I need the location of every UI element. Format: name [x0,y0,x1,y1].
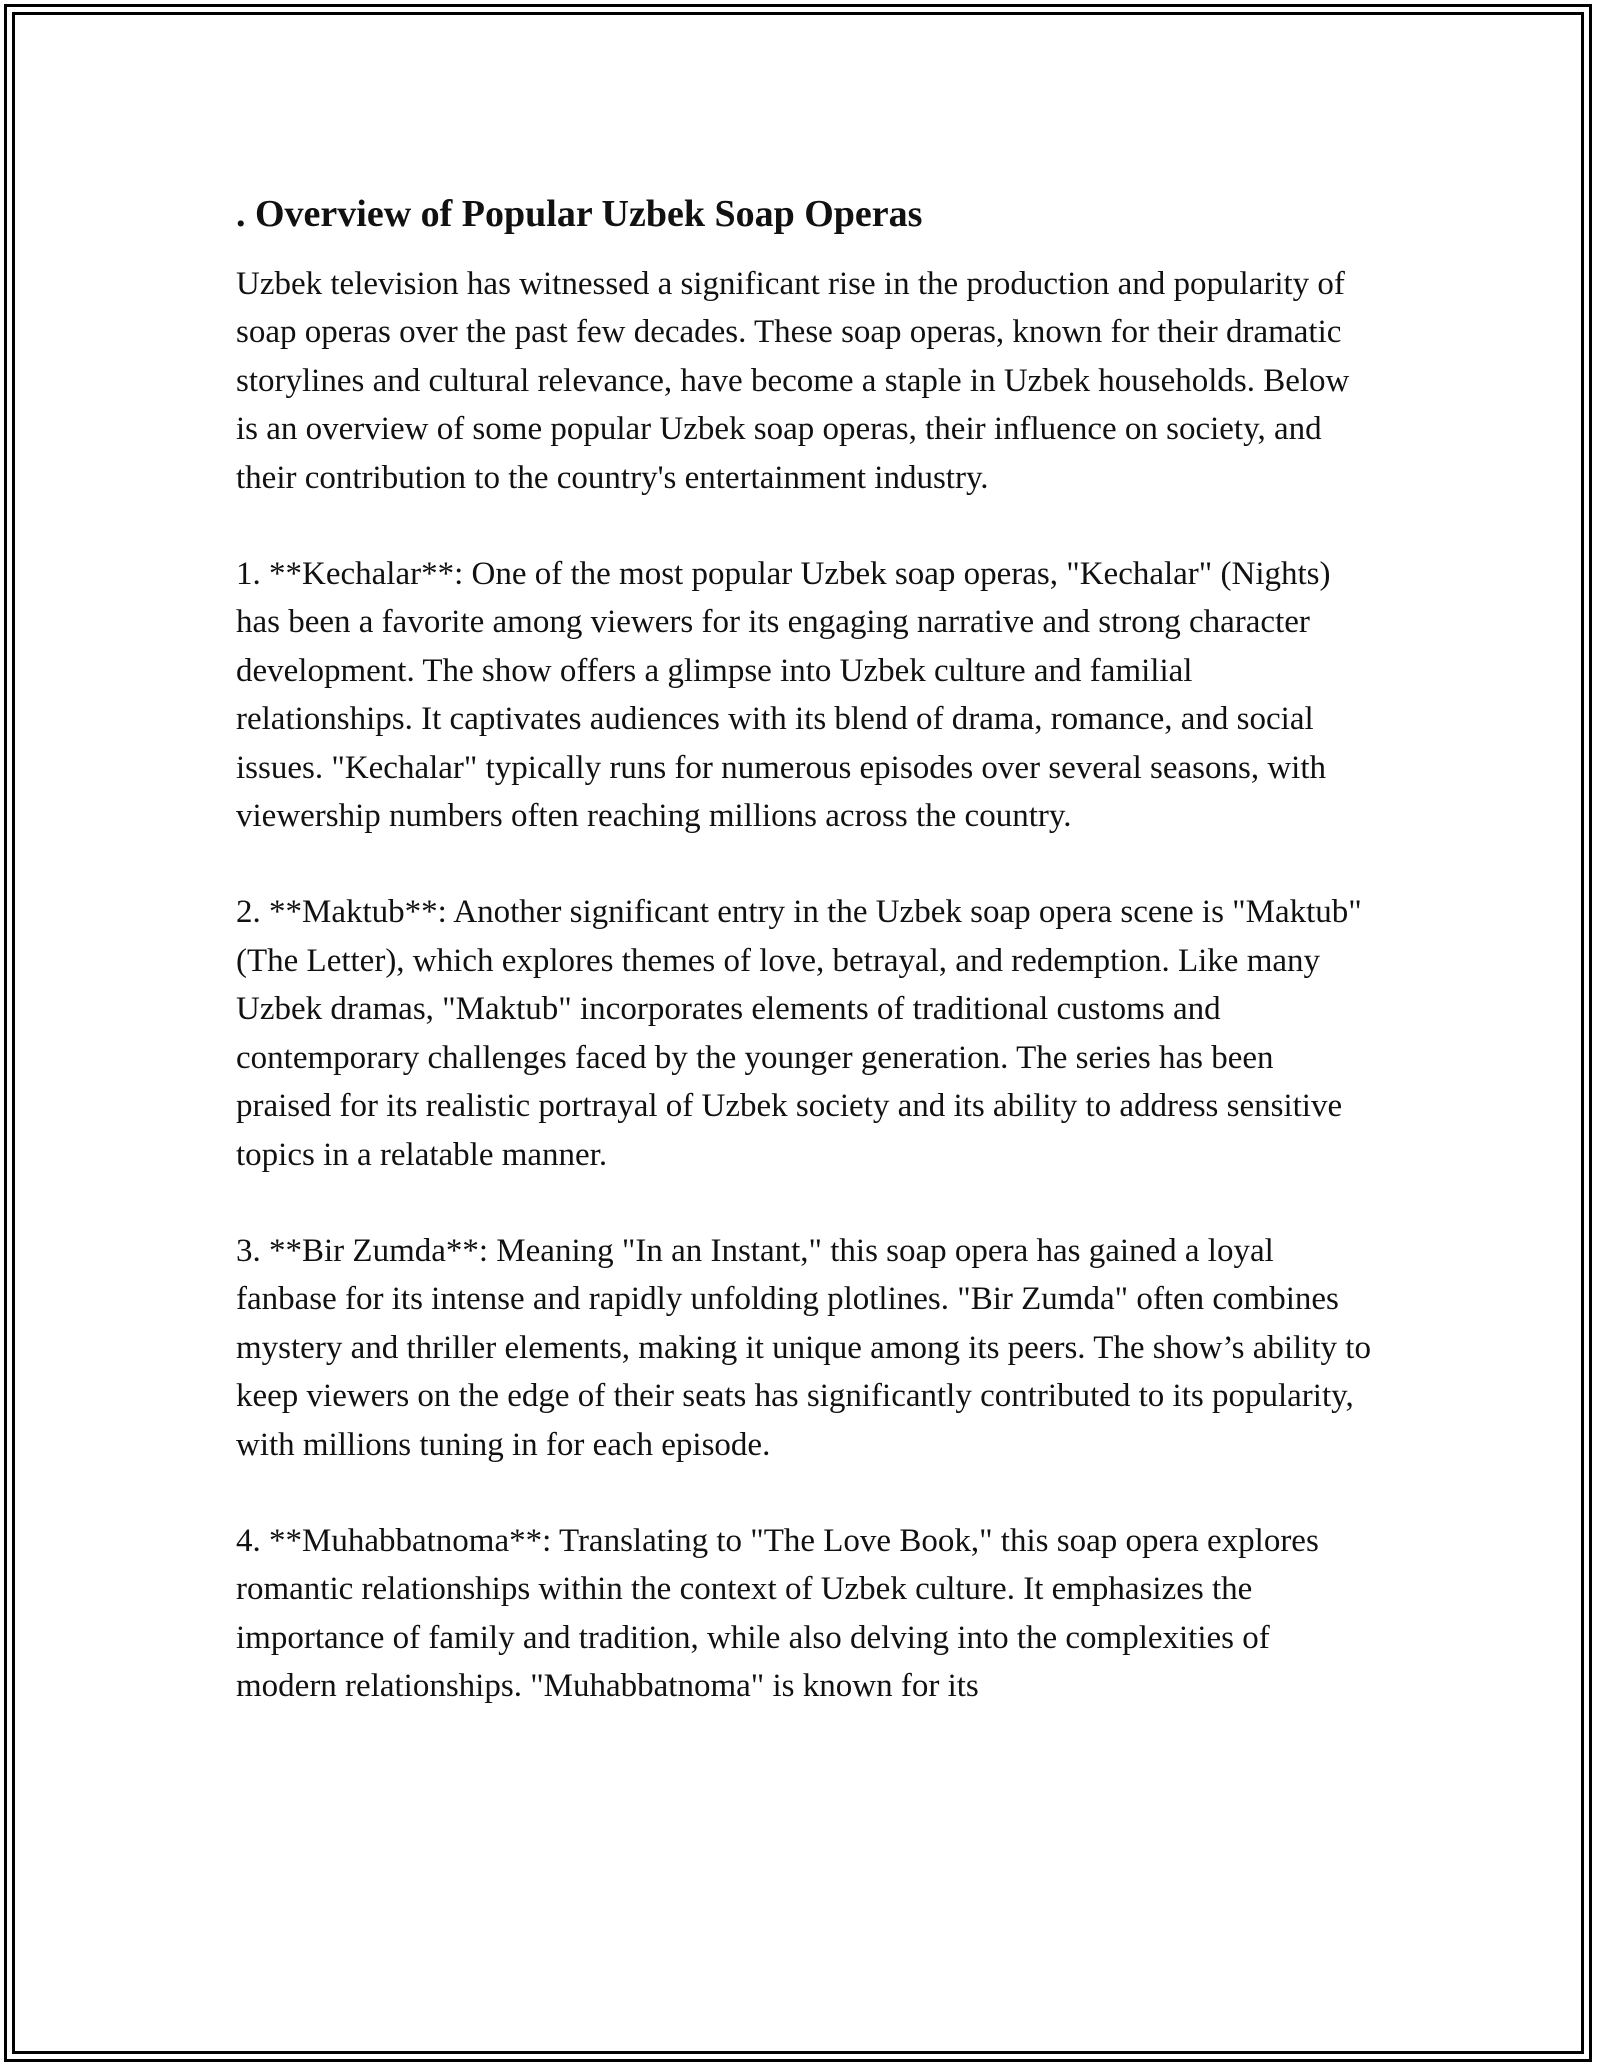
document-body [236,186,1376,1711]
list-item-bir-zumda: 3. **Bir Zumda**: Meaning "In an Instant," this soap opera has gained a loyal fanbase for its intense and rapidly unfolding plotlines. "Bir Zumda" often combines mystery and thriller elements, making it unique among its peers. The show’s ability to keep viewers on the edge of their seats has significantly contributed to its popularity, with millions tuning in for each episode. [236,1232,1371,1463]
list-item-kechalar: 1. **Kechalar**: One of the most popular Uzbek soap operas, "Kechalar" (Nights) has been a favorite among viewers for its engaging narrative and strong character development. The show offers a glimpse into Uzbek culture and familial relationships. It captivates audiences with its blend of drama, romance, and social issues. "Kechalar" typically runs for numerous episodes over several seasons, with viewership numbers often reaching millions across the country. [236,556,1331,835]
list-item-muhabbatnoma: 4. **Muhabbatnoma**: Translating to "The Love Book," this soap opera explores romantic relationships within the context of Uzbek culture. It emphasizes the importance of family and tradition, while also delving into the complexities of modern relationships. "Muhabbatnoma" is known for its [236,1522,1319,1705]
section-heading: . Overview of Popular Uzbek Soap Operas [236,193,923,235]
list-item-maktub: 2. **Maktub**: Another significant entry in the Uzbek soap opera scene is "Maktub" (The Letter), which explores themes of love, betrayal, and redemption. Like many Uzbek dramas, "Maktub" incorporates elements of traditional customs and contemporary challenges faced by the younger generation. The series has been praised for its realistic portrayal of Uzbek society and its ability to address sensitive topics in a relatable manner. [236,894,1362,1173]
intro-paragraph: Uzbek television has witnessed a significant rise in the production and popularity of soap operas over the past few decades. These soap operas, known for their dramatic storylines and cultural relevance, have become a staple in Uzbek households. Below is an overview of some popular Uzbek soap operas, their influence on society, and their contribution to the country's entertainment industry. [236,266,1350,496]
